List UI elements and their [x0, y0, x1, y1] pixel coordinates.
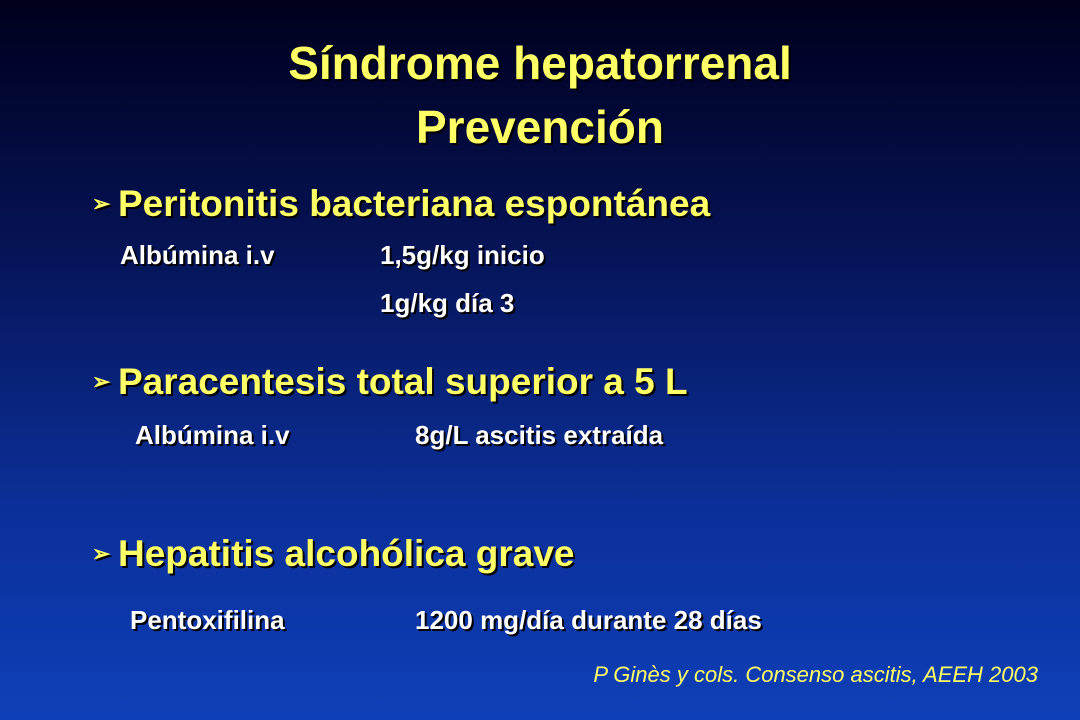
bullet-heading-paracentesis	[92, 363, 688, 400]
arrow-bullet-icon: ➢	[92, 541, 111, 566]
sub-label-albumina: Albúmina i.v	[120, 240, 275, 270]
sub-label-albumina: Albúmina i.v	[135, 420, 290, 450]
sub-value-dose-start: 1,5g/kg inicio	[380, 240, 545, 270]
bullet-heading-text: Hepatitis alcohólica grave	[118, 533, 575, 574]
bullet-heading-peritonitis	[92, 185, 710, 222]
slide-title-line1: Síndrome hepatorrenal	[288, 37, 792, 89]
sub-value-ascitis: 8g/L ascitis extraída	[415, 420, 664, 450]
citation: P Ginès y cols. Consenso ascitis, AEEH 2003	[593, 662, 1038, 687]
sub-value-dose-day3: 1g/kg día 3	[380, 288, 515, 318]
bullet-heading-hepatitis	[92, 535, 575, 572]
arrow-bullet-icon: ➢	[92, 191, 111, 216]
bullet-heading-text: Peritonitis bacteriana espontánea	[118, 183, 711, 224]
arrow-bullet-icon: ➢	[92, 369, 111, 394]
sub-value-pentoxifilina-dose: 1200 mg/día durante 28 días	[415, 605, 762, 635]
bullet-heading-text: Paracentesis total superior a 5 L	[118, 361, 688, 402]
sub-label-pentoxifilina: Pentoxifilina	[130, 605, 285, 635]
slide-title-line2: Prevención	[416, 101, 664, 153]
